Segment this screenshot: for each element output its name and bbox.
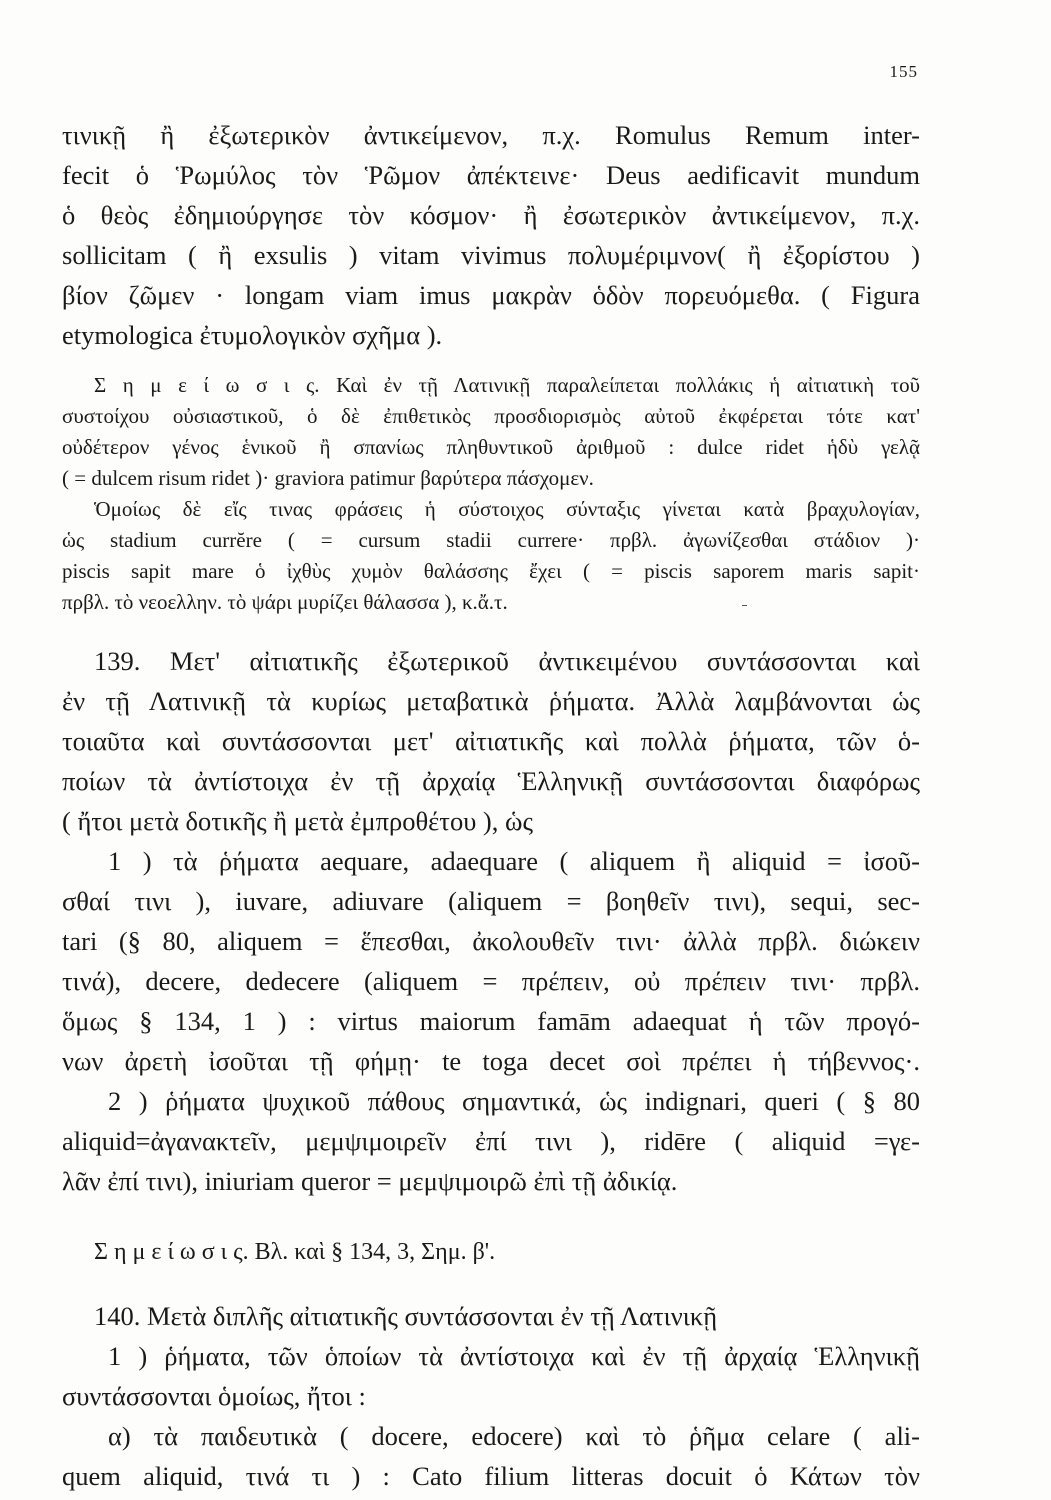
text-line: τινικῇ ἢ ἐξωτερικὸν ἀντικείμενον, π.χ. Romulus Remum inter- [62, 120, 920, 150]
text-line: τινά), decere, dedecere (aliquem = πρέπειν, οὐ πρέπειν τινι· πρβλ. [62, 966, 920, 996]
note-line: συστοίχου οὐσιαστικοῦ, ὁ δὲ ἐπιθετικὸς προσδιορισμὸς αὐτοῦ ἐκφέρεται τότε κατ' [62, 404, 920, 428]
text-line: ὅμως § 134, 1 ) : virtus maiorum famām adaequat ἡ τῶν προγό- [62, 1006, 920, 1036]
text-line: βίον ζῶμεν · longam viam imus μακρὰν ὁδὸν πορευόμεθα. ( Figura [62, 280, 920, 310]
note-line: ( = dulcem risum ridet )· graviora patimur βαρύτερα πάσχομεν. [62, 466, 594, 490]
note-line: Σ η μ ε ί ω σ ι ς. Καὶ ἐν τῇ Λατινικῇ παραλείπεται πολλάκις ἡ αἰτιατικὴ τοῦ [94, 373, 920, 397]
section-heading-line: 139. Μετ' αἰτιατικῆς ἐξωτερικοῦ ἀντικειμένου συντάσσονται καὶ [94, 646, 920, 676]
text-line: σθαί τινι ), iuvare, adiuvare (aliquem = βοηθεῖν τινι), sequi, sec- [62, 886, 920, 916]
text-line: λᾶν ἐπί τινι), iniuriam queror = μεμψιμοιρῶ ἐπὶ τῇ ἀδικίᾳ. [62, 1166, 678, 1196]
note-line: piscis sapit mare ὁ ἰχθὺς χυμὸν θαλάσσης ἔχει ( = piscis saporem maris sapit· [62, 559, 920, 583]
remark-line: Σ η μ ε ί ω σ ι ς. Βλ. καὶ § 134, 3, Σημ. β'. [94, 1239, 496, 1265]
section-heading-line: 140. Μετὰ διπλῆς αἰτιατικῆς συντάσσονται ἐν τῇ Λατινικῇ [94, 1301, 718, 1331]
text-line: etymologica ἐτυμολογικὸν σχῆμα ). [62, 320, 443, 350]
separator-mark [742, 605, 747, 606]
text-line: 1 ) τὰ ῥήματα aequare, adaequare ( aliquem ἢ aliquid = ἰσοῦ- [108, 846, 920, 876]
text-line: α) τὰ παιδευτικὰ ( docere, edocere) καὶ τὸ ῥῆμα celare ( ali- [108, 1421, 920, 1451]
text-line: τοιαῦτα καὶ συντάσσονται μετ' αἰτιατικῆς καὶ πολλὰ ῥήματα, τῶν ὁ- [62, 726, 920, 756]
text-line: ὁ θεὸς ἐδημιούργησε τὸν κόσμον· ἢ ἐσωτερικὸν ἀντικείμενον, π.χ. [62, 200, 920, 230]
text-line: fecit ὁ Ῥωμύλος τὸν Ῥῶμον ἀπέκτεινε· Deus aedificavit mundum [62, 160, 920, 190]
text-line: tari (§ 80, aliquem = ἕπεσθαι, ἀκολουθεῖν τινι· ἀλλὰ πρβλ. διώκειν [62, 926, 920, 956]
text-line: συντάσσονται ὁμοίως, ἤτοι : [62, 1381, 366, 1411]
text-line: aliquid=ἀγανακτεῖν, μεμψιμοιρεῖν ἐπί τινι ), ridēre ( aliquid =γε- [62, 1126, 920, 1156]
text-line: ( ἤτοι μετὰ δοτικῆς ἢ μετὰ ἐμπροθέτου ), ὡς [62, 806, 533, 836]
text-line: ποίων τὰ ἀντίστοιχα ἐν τῇ ἀρχαίᾳ Ἑλληνικῇ συντάσσονται διαφόρως [62, 766, 920, 796]
text-line: sollicitam ( ἢ exsulis ) vitam vivimus πολυμέριμνον( ἢ ἐξορίστου ) [62, 240, 920, 270]
note-line: πρβλ. τὸ νεοελλην. τὸ ψάρι μυρίζει θάλασσα ), κ.ἄ.τ. [62, 590, 508, 614]
text-line: 2 ) ῥήματα ψυχικοῦ πάθους σημαντικά, ὡς indignari, queri ( § 80 [108, 1086, 920, 1116]
text-line: 1 ) ῥήματα, τῶν ὁποίων τὰ ἀντίστοιχα καὶ ἐν τῇ ἀρχαίᾳ Ἑλληνικῇ [108, 1341, 920, 1371]
text-line: quem aliquid, τινά τι ) : Cato filium litteras docuit ὁ Κάτων τὸν [62, 1461, 920, 1491]
note-line: ὡς stadium currĕre ( = cursum stadii currere· πρβλ. ἀγωνίζεσθαι στάδιον )· [62, 528, 920, 552]
note-line: οὐδέτερον γένος ἑνικοῦ ἢ σπανίως πληθυντικοῦ ἀριθμοῦ : dulce ridet ἡδὺ γελᾷ [62, 435, 920, 459]
text-line: ἐν τῇ Λατινικῇ τὰ κυρίως μεταβατικὰ ῥήματα. Ἀλλὰ λαμβάνονται ὡς [62, 686, 920, 716]
text-line: νων ἀρετὴ ἰσοῦται τῇ φήμῃ· te toga decet σοὶ πρέπει ἡ τήβεννος·. [62, 1046, 920, 1076]
note-line: Ὁμοίως δὲ εἴς τινας φράσεις ἡ σύστοιχος σύνταξις γίνεται κατὰ βραχυλογίαν, [94, 497, 920, 521]
page-number: 155 [889, 62, 918, 81]
